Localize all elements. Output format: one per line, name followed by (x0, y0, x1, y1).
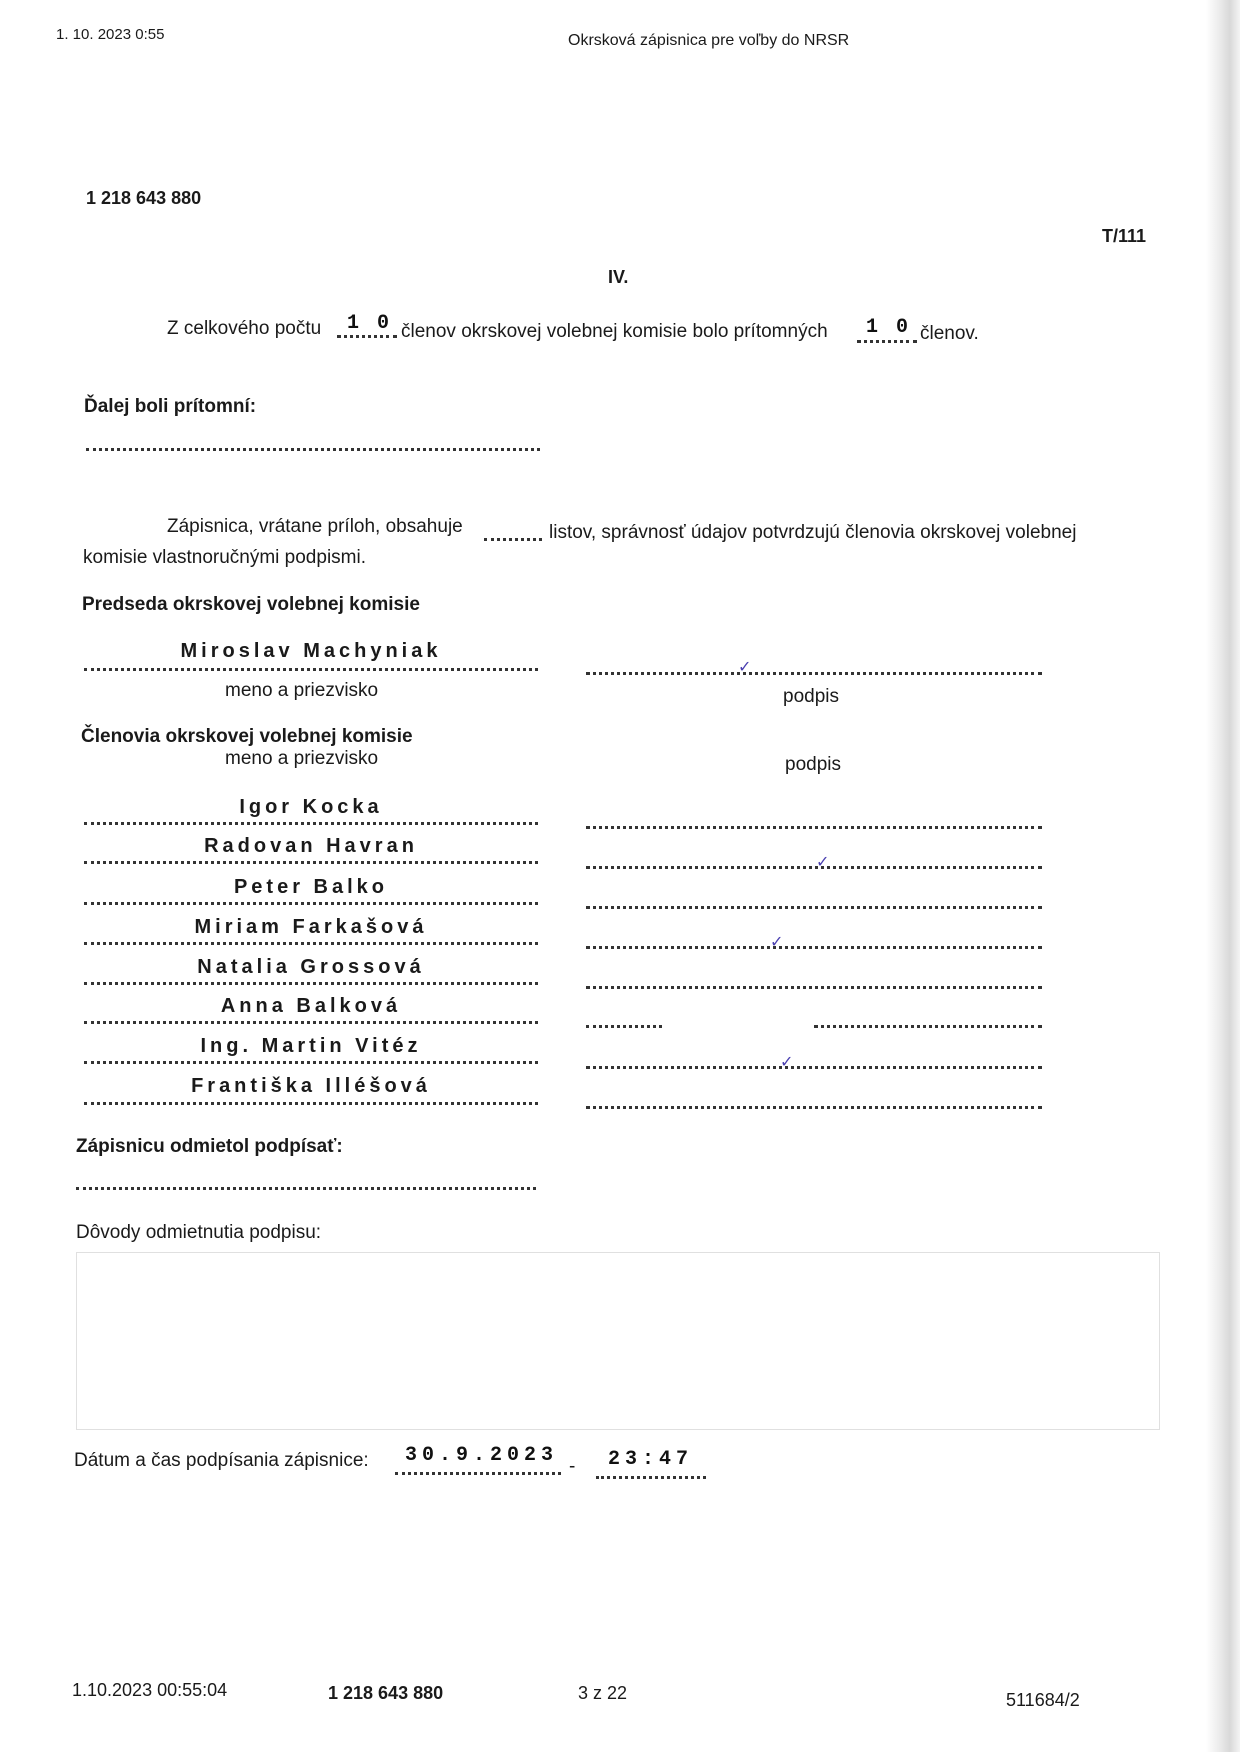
scan-edge-shadow (1206, 0, 1240, 1752)
member-name-6: Anna Balková (220, 995, 402, 1017)
refused-label: Zápisnicu odmietol podpísať: (76, 1136, 343, 1157)
footer-code: 511684/2 (1006, 1690, 1080, 1710)
member-name-4: Miriam Farkašová (194, 916, 428, 938)
member-name-line-7 (84, 1061, 538, 1064)
section-number: IV. (608, 267, 629, 287)
chair-signature-mark: ✓ (738, 659, 752, 676)
header-title: Okrsková zápisnica pre voľby do NRSR (568, 32, 850, 49)
reasons-label: Dôvody odmietnutia podpisu: (76, 1222, 322, 1243)
others-present-label: Ďalej boli prítomní: (84, 396, 257, 417)
member-signature-line-5 (586, 986, 1042, 989)
attendance-suffix: členov. (920, 323, 979, 344)
footer-doc-number: 1 218 643 880 (328, 1683, 444, 1703)
member-name-5: Natalia Grossová (197, 956, 425, 978)
attendance-present-line (857, 340, 917, 343)
reasons-box (76, 1252, 1160, 1430)
document-number: 1 218 643 880 (86, 188, 202, 208)
attendance-prefix: Z celkového počtu (167, 318, 322, 339)
member-signature-line-3 (586, 906, 1042, 909)
signing-label: Dátum a čas podpísania zápisnice: (74, 1450, 369, 1471)
form-code: T/111 (1102, 226, 1147, 246)
chair-name-line (84, 668, 538, 671)
signing-date: 30.9.2023 (405, 1444, 559, 1467)
pages-line2: komisie vlastnoručnými podpismi. (83, 547, 366, 568)
member-signature-mark-7: ✓ (780, 1054, 794, 1071)
member-signature-line-6a (586, 1025, 662, 1028)
chair-name: Miroslav Machyniak (180, 640, 442, 662)
members-heading: Členovia okrskovej volebnej komisie (81, 726, 413, 747)
member-signature-line-2 (586, 866, 1042, 869)
signing-date-line (395, 1472, 561, 1475)
member-signature-line-8 (586, 1106, 1042, 1109)
attendance-present: 1 0 (866, 316, 912, 339)
member-name-line-8 (84, 1102, 538, 1105)
pages-count-line (484, 538, 542, 541)
attendance-total-line (337, 335, 397, 338)
member-signature-line-1 (586, 826, 1042, 829)
member-signature-line-4 (586, 946, 1042, 949)
member-name-line-6 (84, 1021, 538, 1024)
signing-time: 23:47 (608, 1448, 694, 1471)
member-signature-line-7 (586, 1066, 1042, 1069)
member-signature-mark-2: ✓ (816, 854, 830, 871)
member-signature-mark-4: ✓ (770, 934, 784, 951)
member-name-line-3 (84, 902, 538, 905)
signing-time-line (596, 1476, 706, 1479)
member-name-line-5 (84, 982, 538, 985)
attendance-total: 1 0 (347, 312, 393, 335)
footer-page: 3 z 22 (578, 1683, 628, 1703)
member-name-line-1 (84, 822, 538, 825)
member-name-2: Radovan Havran (204, 835, 418, 857)
member-name-line-4 (84, 942, 538, 945)
member-name-1: Igor Kocka (239, 796, 383, 818)
member-name-8: Františka Illéšová (191, 1075, 431, 1097)
refused-line (76, 1187, 536, 1190)
attendance-middle: členov okrskovej volebnej komisie bolo prítomných (401, 321, 828, 342)
member-name-line-2 (84, 861, 538, 864)
pages-suffix: listov, správnosť údajov potvrdzujú členovia okrskovej volebnej (549, 522, 1077, 543)
signing-separator: - (569, 1456, 576, 1477)
chair-signature-line (586, 672, 1042, 675)
member-signature-line-6b (814, 1025, 1042, 1028)
chair-heading: Predseda okrskovej volebnej komisie (82, 594, 420, 615)
header-datetime: 1. 10. 2023 0:55 (56, 26, 165, 43)
member-name-7: Ing. Martin Vitéz (200, 1035, 422, 1057)
members-name-caption: meno a priezvisko (225, 748, 379, 769)
pages-prefix: Zápisnica, vrátane príloh, obsahuje (167, 516, 463, 537)
member-name-3: Peter Balko (233, 876, 389, 898)
others-present-line (86, 448, 540, 451)
chair-name-caption: meno a priezvisko (225, 680, 379, 701)
members-sign-caption: podpis (785, 754, 841, 775)
footer-timestamp: 1.10.2023 00:55:04 (72, 1680, 228, 1700)
chair-sign-caption: podpis (783, 686, 839, 707)
